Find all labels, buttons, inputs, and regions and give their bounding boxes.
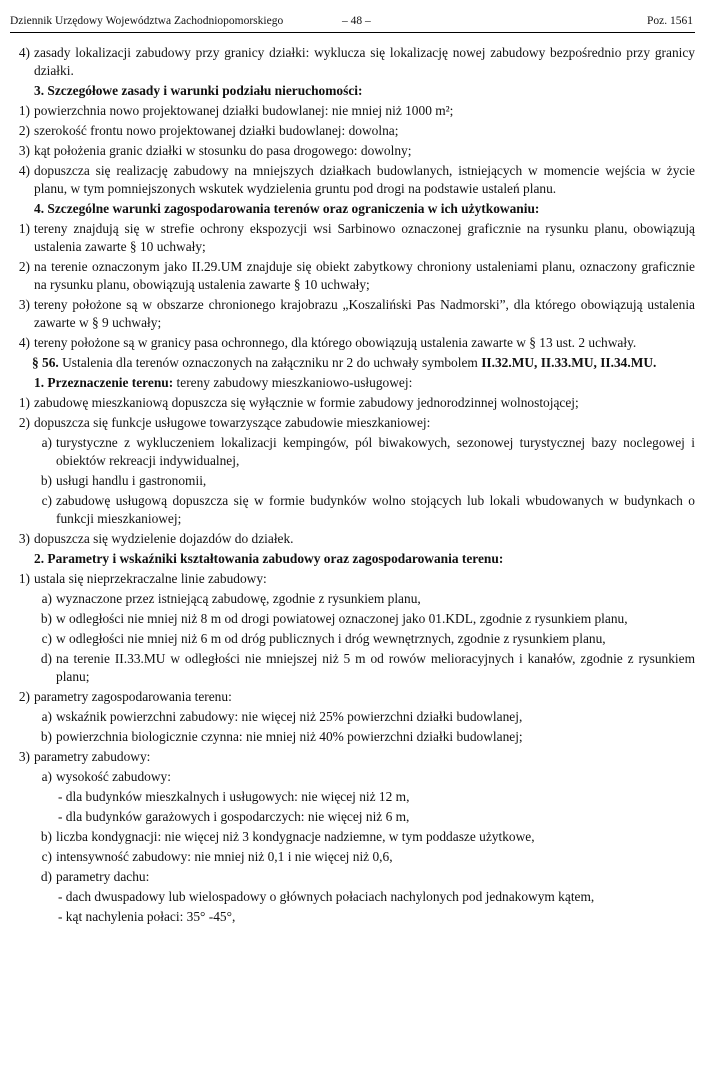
item-letter: a): [41, 709, 52, 724]
item-text: na terenie II.33.MU w odległości nie mniejszej niż 5 m od rowów melioracyjnych i kanałów, zgodnie z rysunkiem planu;: [56, 651, 695, 684]
sub-list-item: [10, 434, 695, 470]
item-text: w odległości nie mniej niż 6 m od dróg publicznych i dróg wewnętrznych, zgodnie z rysunkiem planu,: [56, 631, 606, 646]
item-number: 3): [18, 531, 30, 546]
item-letter: b): [40, 829, 52, 844]
list-item: [10, 162, 695, 198]
item-text: zabudowę mieszkaniową dopuszcza się wyłącznie w formie zabudowy jednorodzinnej wolnostojącej;: [34, 395, 579, 410]
item-text: na terenie oznaczonym jako II.29.UM znajduje się obiekt zabytkowy chroniony ustaleniami planu, oznaczony graficznie na rysunku planu, obowiązują ustalenia zawarte § 10 uchwały;: [34, 259, 695, 292]
item-text: parametry zagospodarowania terenu:: [34, 689, 232, 704]
item-number: 2): [18, 259, 30, 274]
item-text: powierzchnia nowo projektowanej działki budowlanej: nie mniej niż 1000 m²;: [34, 103, 454, 118]
item-text: parametry dachu:: [56, 869, 150, 884]
list-item: [10, 44, 695, 80]
page-header: [10, 12, 695, 33]
heading-subtext: tereny zabudowy mieszkaniowo-usługowej:: [173, 375, 413, 390]
item-number: 1): [18, 395, 30, 410]
item-text: intensywność zabudowy: nie mniej niż 0,1 i nie więcej niż 0,6,: [56, 849, 393, 864]
sub-list-item: [10, 650, 695, 686]
sub-list-item: [10, 828, 695, 846]
item-letter: b): [40, 611, 52, 626]
item-text: zasady lokalizacji zabudowy przy granicy działki: wyklucza się lokalizację nowej zabudowy bezpośrednio przy granicy działki.: [34, 45, 695, 78]
item-text: powierzchnia biologicznie czynna: nie mniej niż 40% powierzchni działki budowlanej;: [56, 729, 523, 744]
item-number: 1): [18, 103, 30, 118]
item-number: 2): [18, 415, 30, 430]
item-letter: b): [40, 473, 52, 488]
sub-list-item: [10, 868, 695, 886]
item-letter: a): [41, 435, 52, 450]
item-letter: c): [41, 493, 52, 508]
sub-list-item: [10, 492, 695, 528]
section-heading: [10, 200, 695, 218]
item-number: 4): [18, 163, 30, 178]
position-number: Poz. 1561: [647, 15, 693, 27]
sub-list-item: [10, 728, 695, 746]
item-text: w odległości nie mniej niż 8 m od drogi powiatowej oznaczonej jako 01.KDL, zgodnie z rysunkiem planu,: [56, 611, 628, 626]
list-item: [10, 296, 695, 332]
item-text: zabudowę usługową dopuszcza się w formie budynków wolno stojących lub lokali wbudowanych w budynkach o funkcji mieszkaniowej;: [56, 493, 695, 526]
paragraph-text: Ustalenia dla terenów oznaczonych na załączniku nr 2 do uchwały symbolem: [58, 355, 482, 370]
sub-list-item: [10, 630, 695, 648]
item-text: wskaźnik powierzchni zabudowy: nie więcej niż 25% powierzchni działki budowlanej,: [56, 709, 523, 724]
list-item: [10, 334, 695, 352]
dash-item: - dla budynków garażowych i gospodarczych: nie więcej niż 6 m,: [58, 809, 410, 824]
item-letter: c): [41, 631, 52, 646]
heading-text: 3. Szczegółowe zasady i warunki podziału nieruchomości:: [34, 83, 363, 98]
item-text: wysokość zabudowy:: [56, 769, 171, 784]
list-item: [10, 748, 695, 766]
list-item: [10, 220, 695, 256]
list-item: [10, 394, 695, 412]
item-number: 4): [18, 335, 30, 350]
dash-item: - dla budynków mieszkalnych i usługowych: nie więcej niż 12 m,: [58, 789, 410, 804]
item-letter: d): [40, 651, 52, 666]
item-text: tereny znajdują się w strefie ochrony ekspozycji wsi Sarbinowo oznaczonej graficznie na rysunku planu, obowiązują ustalenia zawarte § 10 uchwały;: [34, 221, 695, 254]
section-heading: [10, 82, 695, 100]
list-item: [10, 258, 695, 294]
heading-text: 4. Szczególne warunki zagospodarowania terenów oraz ograniczenia w ich użytkowaniu:: [34, 201, 540, 216]
item-letter: b): [40, 729, 52, 744]
dash-item: - dach dwuspadowy lub wielospadowy o głównych połaciach nachylonych pod jednakowym kątem,: [58, 889, 595, 904]
page-number: – 48 –: [342, 15, 371, 27]
item-letter: c): [41, 849, 52, 864]
item-number: 1): [18, 221, 30, 236]
item-text: tereny położone są w granicy pasa ochronnego, dla którego obowiązują ustalenia zawarte w § 13 ust. 2 uchwały.: [34, 335, 637, 350]
item-number: 1): [18, 571, 30, 586]
sub-list-item: [10, 768, 695, 786]
item-text: dopuszcza się realizację zabudowy na mniejszych działkach budowlanych, istniejących w momencie wejścia w życie planu, w tym pomniejszonych wskutek wydzielenia gruntu pod drogi na podstawie ustaleń planu.: [34, 163, 695, 196]
list-item: [10, 142, 695, 160]
item-number: 3): [18, 297, 30, 312]
item-text: parametry zabudowy:: [34, 749, 151, 764]
item-text: turystyczne z wykluczeniem lokalizacji kempingów, pól biwakowych, sezonowej turystycznej bazy noclegowej i obiektów rekreacji indywidualnej,: [56, 435, 695, 468]
list-item: [10, 414, 695, 432]
item-text: szerokość frontu nowo projektowanej działki budowlanej: dowolna;: [34, 123, 399, 138]
paragraph-number: § 56.: [32, 355, 59, 370]
item-number: 2): [18, 689, 30, 704]
heading-text: 1. Przeznaczenie terenu:: [34, 375, 174, 390]
document-body: [10, 44, 695, 928]
area-symbols: II.32.MU, II.33.MU, II.34.MU.: [481, 355, 657, 370]
list-item: [10, 122, 695, 140]
item-text: dopuszcza się funkcje usługowe towarzyszące zabudowie mieszkaniowej:: [34, 415, 431, 430]
list-item: [10, 102, 695, 120]
sub-list-item: [10, 472, 695, 490]
item-text: wyznaczone przez istniejącą zabudowę, zgodnie z rysunkiem planu,: [56, 591, 421, 606]
dash-item: - kąt nachylenia połaci: 35° -45°,: [58, 909, 236, 924]
section-heading: [10, 550, 695, 568]
sub-list-item: [10, 708, 695, 726]
item-text: ustala się nieprzekraczalne linie zabudowy:: [34, 571, 267, 586]
list-item: [10, 570, 695, 588]
item-number: 3): [18, 143, 30, 158]
item-text: tereny położone są w obszarze chronionego krajobrazu „Koszaliński Pas Nadmorski”, dla którego obowiązują ustalenia zawarte w § 9 uchwały;: [34, 297, 695, 330]
list-item: [10, 530, 695, 548]
item-text: dopuszcza się wydzielenie dojazdów do działek.: [34, 531, 294, 546]
journal-title: Dziennik Urzędowy Województwa Zachodniopomorskiego: [10, 15, 284, 27]
section-heading: [10, 374, 695, 392]
item-number: 3): [18, 749, 30, 764]
item-letter: d): [40, 869, 52, 884]
sub-list-item: [10, 610, 695, 628]
sub-list-item: [10, 848, 695, 866]
item-number: 2): [18, 123, 30, 138]
sub-list-item: [10, 590, 695, 608]
item-number: 4): [18, 45, 30, 60]
item-letter: a): [41, 591, 52, 606]
item-text: liczba kondygnacji: nie więcej niż 3 kondygnacje nadziemne, w tym poddasze użytkowe,: [56, 829, 535, 844]
item-text: usługi handlu i gastronomii,: [56, 473, 207, 488]
list-item: [10, 688, 695, 706]
item-text: kąt położenia granic działki w stosunku do pasa drogowego: dowolny;: [34, 143, 412, 158]
item-letter: a): [41, 769, 52, 784]
paragraph-56: [10, 354, 695, 372]
heading-text: 2. Parametry i wskaźniki kształtowania zabudowy oraz zagospodarowania terenu:: [34, 551, 504, 566]
